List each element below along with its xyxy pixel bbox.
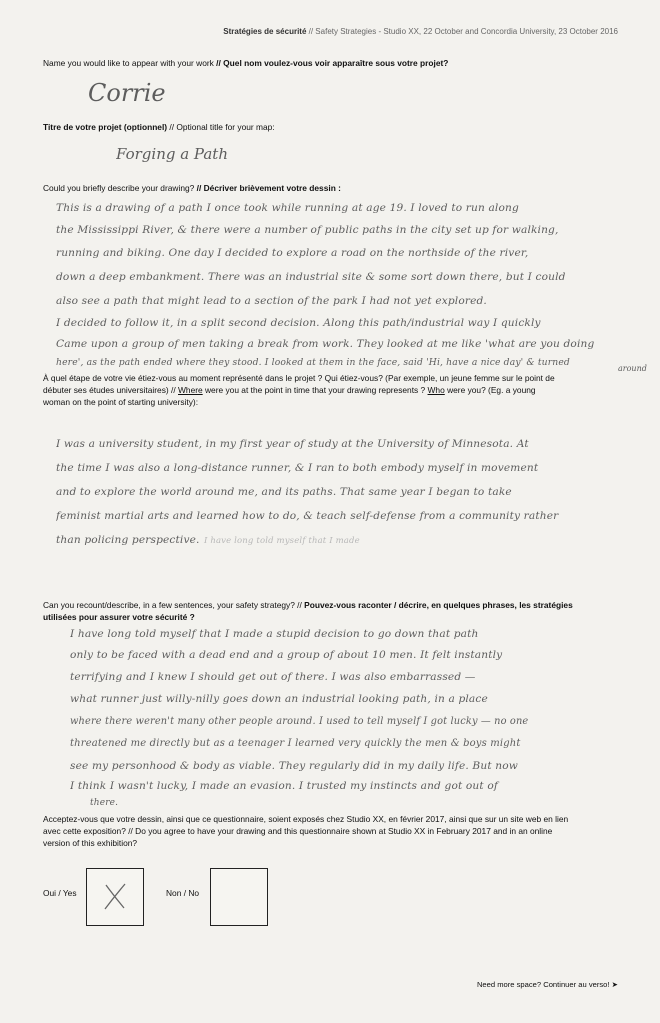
answer-line: threatened me directly but as a teenager I learned very quickly the men & boys might (70, 738, 521, 749)
faint-text: I have long told myself that I made (203, 536, 360, 546)
answer-line: what runner just willy-nilly goes down an industrial looking path, in a place (70, 693, 488, 705)
footer-note: Need more space? Continuer au verso! ➤ (476, 980, 618, 989)
question-consent: Acceptez-vous que votre dessin, ainsi que ce questionnaire, soient exposés chez Studio XX, en février 2017, ainsi que sur un site web en lien avec cette exposition? // Do you agree to have your drawing and this questionnaire shown at Studio XX in February 2017 and in an online version of this exhibition? (43, 814, 569, 848)
cross-mark-icon (87, 869, 143, 925)
question-line: À quel étape de votre vie étiez-vous au moment représenté dans le projet ? Qui étiez-vous? (Par exemple, un jeune femme sur le point de (43, 373, 555, 383)
question-name: Name you would like to appear with your work // Quel nom voulez-vous voir apparaître sous votre projet? (43, 58, 449, 68)
yes-label: Oui / Yes (43, 888, 77, 898)
answer-line: I think I wasn't lucky, I made an evasion. I trusted my instincts and got out of (70, 780, 498, 792)
answer-line: Came upon a group of men taking a break from work. They looked at me like 'what are you doing (56, 338, 595, 350)
answer-line: down a deep embankment. There was an industrial site & some sort down there, but I could (56, 271, 566, 283)
answer-line: see my personhood & body as viable. They regularly did in my daily life. But now (70, 760, 518, 772)
arrow-right-icon: ➤ (611, 980, 618, 989)
no-checkbox[interactable] (210, 868, 268, 926)
answer-line: there. (90, 798, 119, 808)
answer-line: I decided to follow it, in a split second decision. Along this path/industrial way I quickly (56, 317, 541, 329)
answer-line: This is a drawing of a path I once took while running at age 19. I loved to run along (56, 202, 519, 214)
answer-line: where there weren't many other people around. I used to tell myself I got lucky — no one (70, 716, 529, 727)
question-life-stage (43, 372, 655, 408)
answer-line: feminist martial arts and learned how to do, & teach self-defense from a community rather (56, 510, 559, 522)
answer-name[interactable]: Corrie (88, 79, 166, 107)
question-describe: Could you briefly describe your drawing? // Décriver brièvement votre dessin : (43, 183, 341, 193)
answer-line: also see a path that might lead to a section of the park I had not yet explored. (56, 295, 487, 307)
answer-line: terrifying and I knew I should get out of there. I was also embarrassed — (70, 671, 476, 683)
answer-line: I was a university student, in my first year of study at the University of Minnesota. At (56, 438, 529, 450)
answer-line: and to explore the world around me, and its paths. That same year I began to take (56, 486, 512, 498)
question-title: Titre de votre projet (optionnel) // Optional title for your map: (43, 122, 275, 132)
question-line: débuter ses études universitaires) // Where were you at the point in time that your drawing represents ? Who were you? (Eg. a young (43, 385, 536, 395)
answer-life-stage[interactable] (56, 434, 656, 550)
answer-line: running and biking. One day I decided to explore a road on the northside of the river, (56, 247, 529, 259)
answer-line: I have long told myself that I made a stupid decision to go down that path (70, 628, 479, 640)
answer-line: only to be faced with a dead end and a group of about 10 men. It felt instantly (70, 649, 503, 661)
answer-overflow-word: around (618, 364, 647, 373)
header-subtitle: // Safety Strategies - Studio XX, 22 October and Concordia University, 23 October 2016 (308, 27, 618, 36)
header-title: Stratégies de sécurité (223, 27, 307, 36)
question-line: woman on the point of starting university): (43, 397, 199, 407)
answer-line: than policing perspective. I have long told myself that I made (56, 534, 360, 546)
answer-line: the Mississippi River, & there were a number of public paths in the city set up for walking, (56, 224, 559, 236)
answer-line: the time I was also a long-distance runner, & I ran to both embody myself in movement (56, 462, 539, 474)
answer-line: here', as the path ended where they stood. I looked at them in the face, said 'Hi, have a nice day' & turned (56, 357, 570, 368)
page-header (0, 27, 618, 36)
yes-checkbox[interactable] (86, 868, 144, 926)
no-label: Non / No (166, 888, 200, 898)
answer-describe[interactable] (56, 198, 656, 371)
question-strategy: Can you recount/describe, in a few sentences, your safety strategy? // Pouvez-vous raconter / décrire, en quelques phrases, les stratégies utilisées pour assurer votre sécurité ? (43, 600, 573, 622)
answer-title[interactable]: Forging a Path (116, 145, 228, 163)
answer-strategy[interactable] (70, 624, 656, 810)
